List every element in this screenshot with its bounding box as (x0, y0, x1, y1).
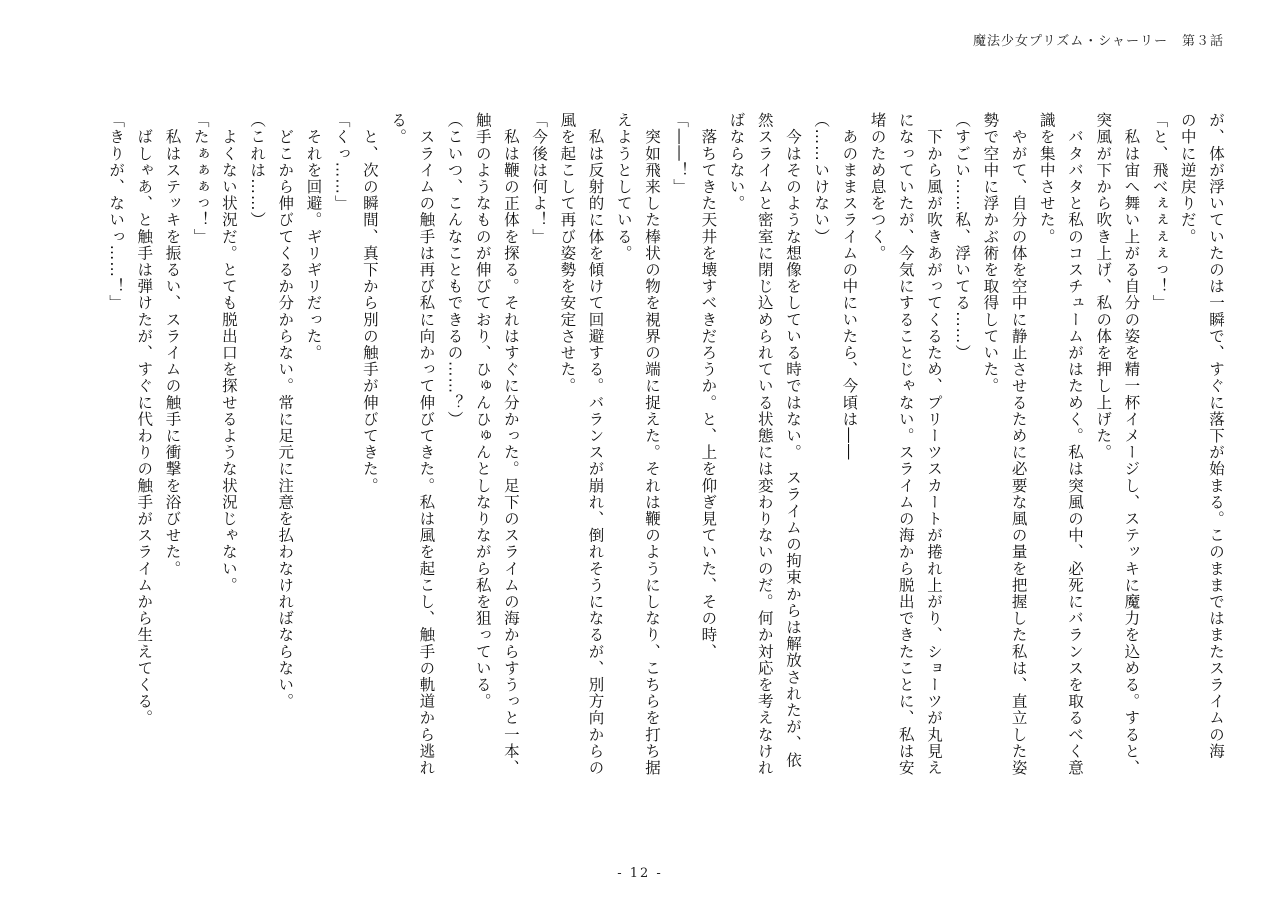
text-line: と、次の瞬間、真下から別の触手が伸びてきた。 (360, 112, 379, 494)
text-line: （……いけない） (812, 112, 831, 245)
text-line: 「今後は何よ！」 (530, 112, 549, 245)
text-line: 「と、飛べぇぇぇぇっ！」 (1150, 112, 1169, 312)
text-line: 私はステッキを振るい、スライムの触手に衝撃を浴びせた。 (163, 112, 182, 577)
text-line: 「――！」 (671, 112, 690, 195)
text-line: 下から風が吹きあがってくるため、プリーツスカートが捲れ上がり、ショーツが丸見え (924, 112, 943, 776)
text-line: 突如飛来した棒状の物を視界の端に捉えた。それは鞭のようにしなり、こちらを打ち据 (642, 112, 661, 776)
text-line: どこから伸びてくるか分からない。常に足元に注意を払わなければならない。 (276, 112, 295, 710)
text-line: あのままスライムの中にいたら、今頃は―― (840, 112, 859, 461)
page-header: 魔法少女プリズム・シャーリー 第３話 (973, 34, 1224, 49)
text-line: それを回避。ギリギリだった。 (304, 112, 323, 361)
text-line: よくない状況だ。とても脱出口を探せるような状況じゃない。 (219, 112, 238, 594)
text-line: 触手のようなものが伸びており、ひゅんひゅんとしなりながら私を狙っている。 (473, 112, 492, 710)
text-line: 落ちてきた天井を壊すべきだろうか。と、上を仰ぎ見ていた、その時、 (699, 112, 718, 660)
text-line: スライムの触手は再び私に向かって伸びてきた。私は風を起こし、触手の軌道から逃れ (417, 112, 436, 776)
text-line: 「くっ……」 (332, 112, 351, 212)
text-line: が、体が浮いていたのは一瞬で、すぐに落下が始まる。このままではまたスライムの海 (1207, 112, 1225, 760)
text-line: 勢で空中に浮かぶ術を取得していた。 (981, 112, 1000, 395)
text-line: 私は反射的に体を傾けて回避する。バランスが崩れ、倒れそうになるが、別方向からの (586, 112, 605, 776)
text-line: バタバタと私のコスチュームがはためく。私は突風の中、必死にバランスを取るべく意 (1065, 112, 1084, 776)
text-line: 「たぁぁぁっ！」 (191, 112, 210, 245)
text-line: ばしゃあ、と触手は弾けたが、すぐに代わりの触手がスライムから生えてくる。 (135, 112, 154, 727)
text-line: 私は鞭の正体を探る。それはすぐに分かった。足下のスライムの海からすうっと一本、 (501, 112, 520, 776)
text-line: 堵のため息をつく。 (868, 112, 887, 262)
text-line: ばならない。 (727, 112, 746, 212)
text-line: （こいつ、こんなこともできるの……？） (445, 112, 464, 428)
text-line: の中に逆戻りだ。 (1178, 112, 1197, 245)
text-line: 今はそのような想像をしている時ではない。 スライムの拘束からは解放されたが、依 (783, 112, 802, 769)
page-number: - 12 - (617, 866, 663, 881)
text-line: やがて、自分の体を空中に静止させるために必要な風の量を把握した私は、直立した姿 (1009, 112, 1028, 776)
text-line: 風を起こして再び姿勢を安定させた。 (558, 112, 577, 395)
text-line: る。 (389, 112, 408, 146)
text-line: えようとしている。 (614, 112, 633, 262)
text-line: 然スライムと密室に閉じ込められている状態には変わりないのだ。何か対応を考えなけれ (755, 112, 774, 776)
text-line: 私は宙へ舞い上がる自分の姿を精一杯イメージし、ステッキに魔力を込める。すると、 (1122, 112, 1141, 776)
text-line: （すごい……私、浮いてる……） (953, 112, 972, 361)
vertical-text-body (50, 112, 1230, 792)
text-line: になっていたが、今気にすることじゃない。スライムの海から脱出できたことに、私は安 (896, 112, 915, 776)
text-line: 「きりが、ないっ……！」 (107, 112, 126, 312)
text-line: （これは……） (248, 112, 267, 229)
text-line: 突風が下から吹き上げ、私の体を押し上げた。 (1094, 112, 1113, 461)
text-line: 識を集中させた。 (1037, 112, 1056, 245)
